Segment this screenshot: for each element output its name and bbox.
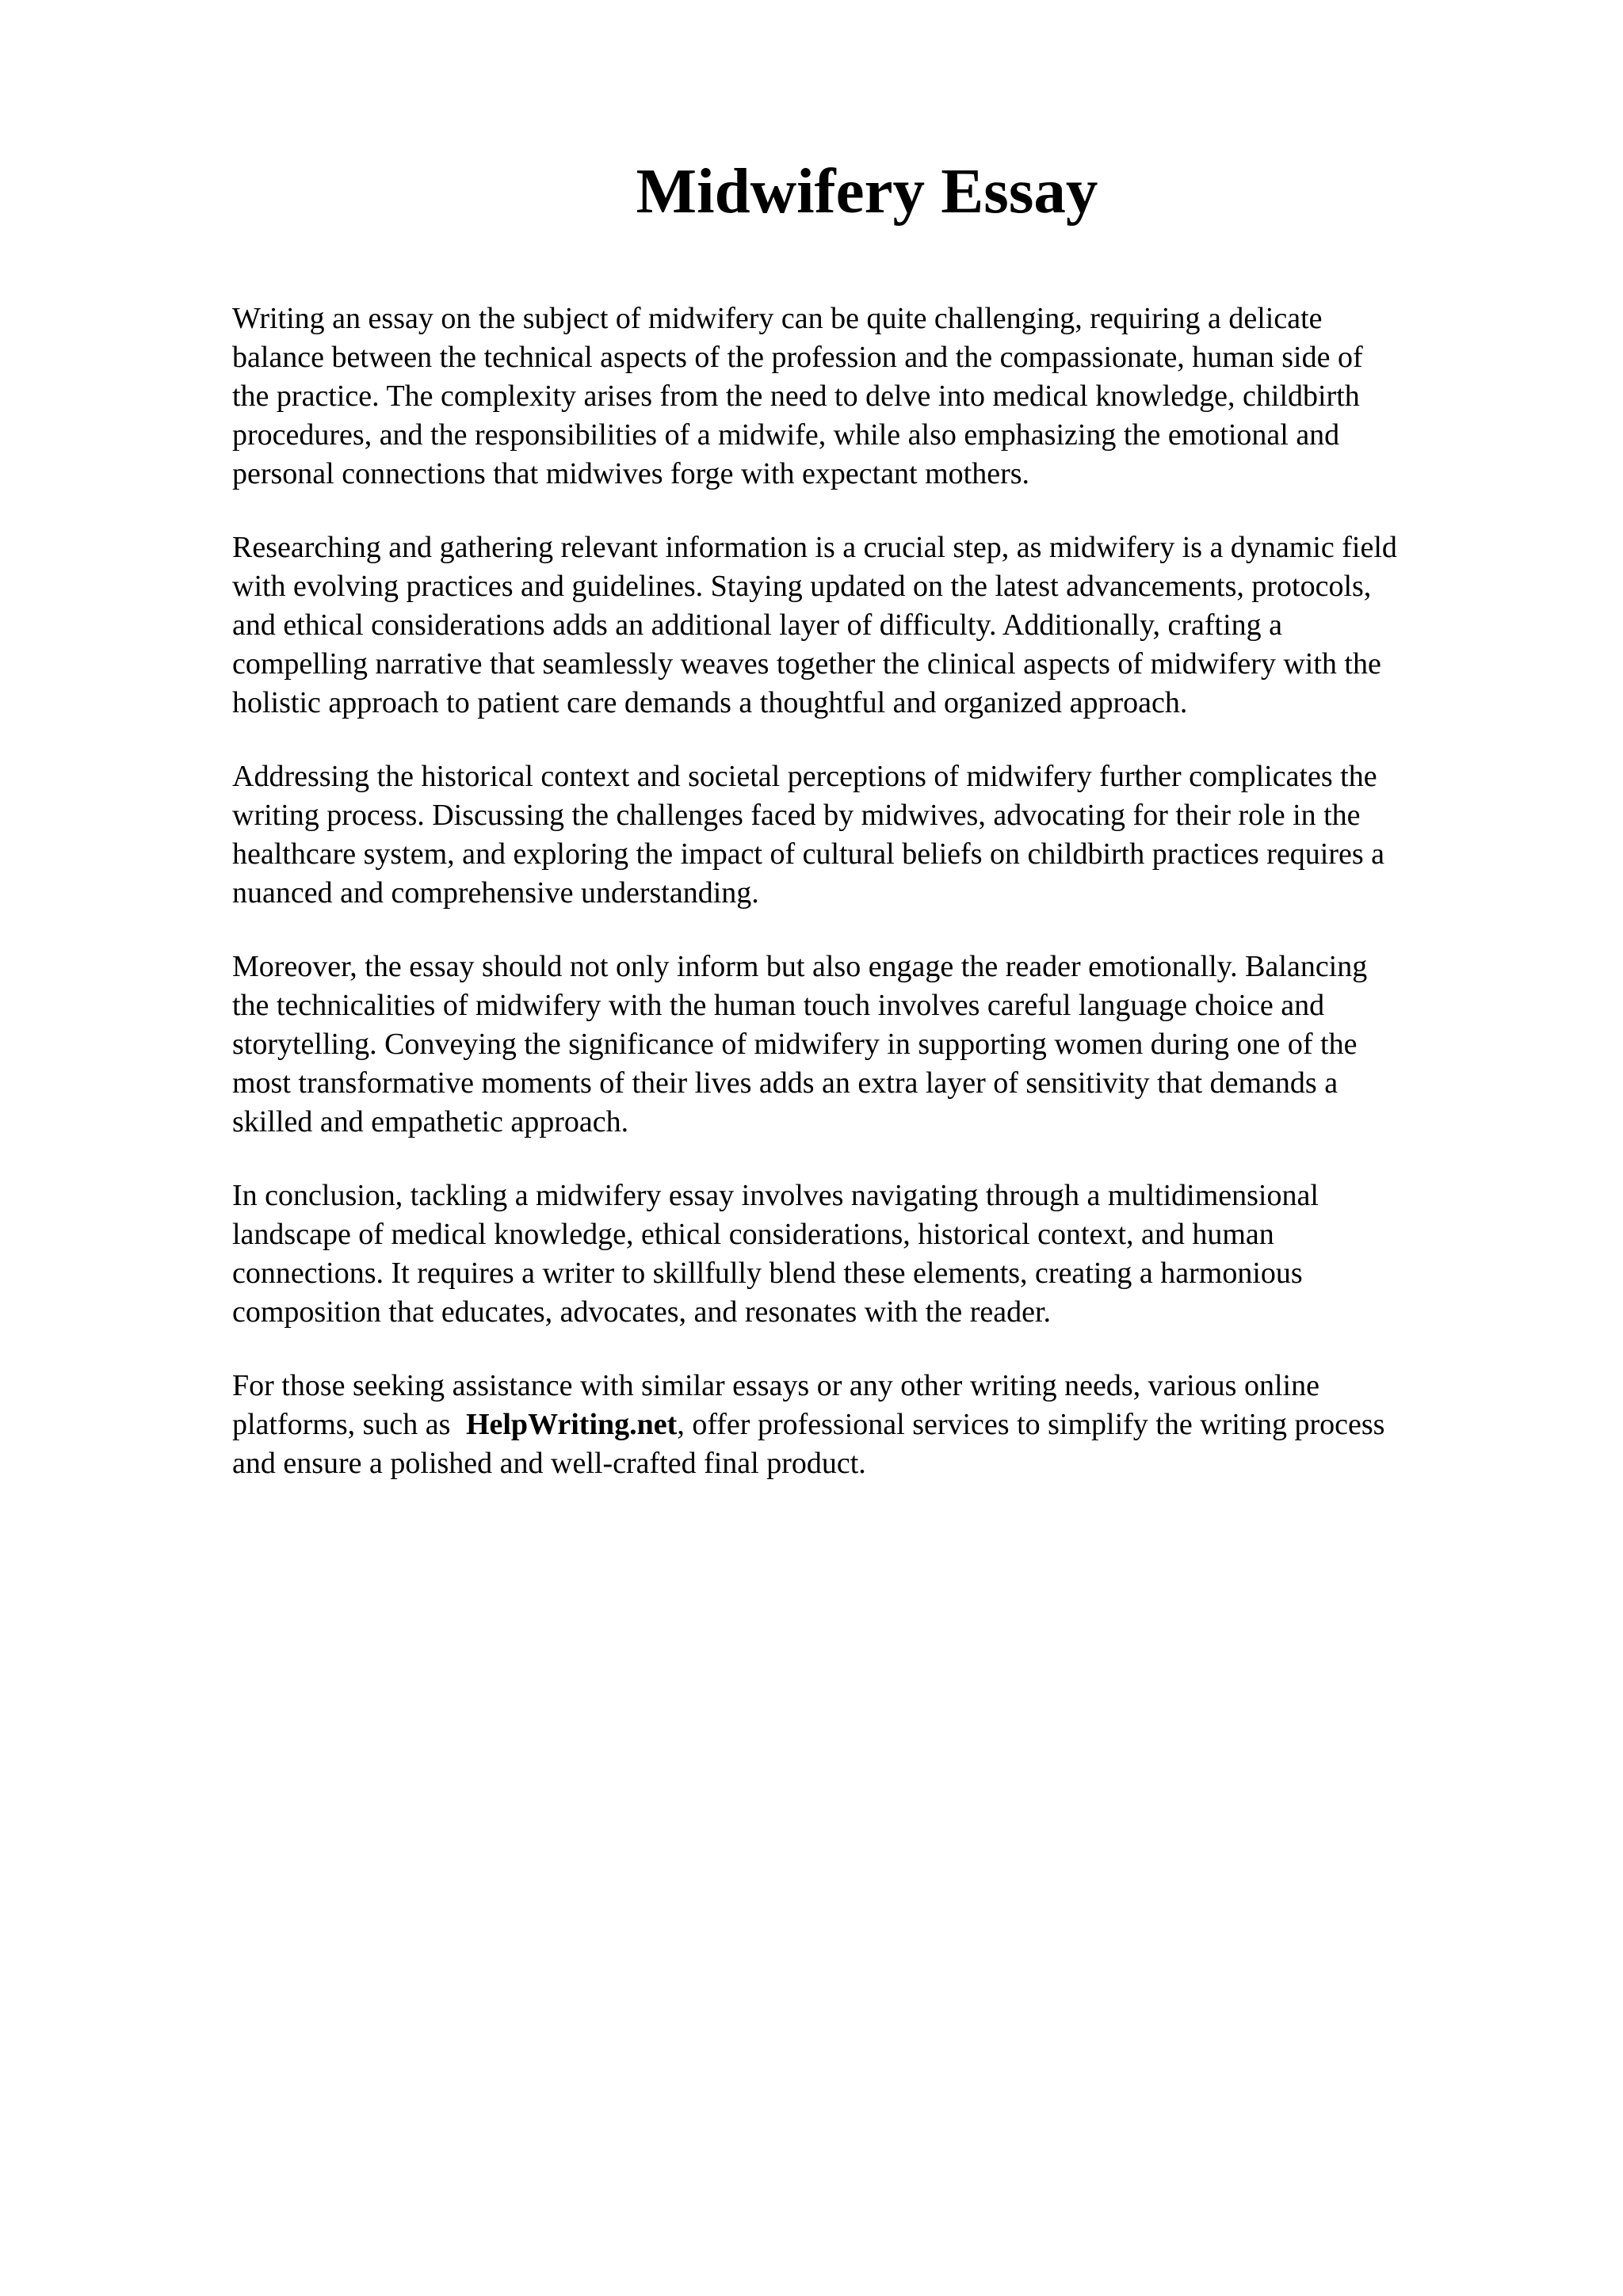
closing-text-after-brand: , offer professional services to simplify the writing process	[677, 1408, 1385, 1441]
text-line: Researching and gathering relevant information is a crucial step, as midwifery is a dynamic field	[232, 531, 1397, 564]
essay-body	[232, 299, 1532, 1518]
text-line: balance between the technical aspects of the profession and the compassionate, human side of	[232, 341, 1363, 374]
text-line: compelling narrative that seamlessly weaves together the clinical aspects of midwifery with the	[232, 647, 1381, 681]
text-line: Addressing the historical context and societal perceptions of midwifery further complicates the	[232, 760, 1377, 793]
text-line: with evolving practices and guidelines. Staying updated on the latest advancements, protocols,	[232, 570, 1372, 603]
paragraph-3	[232, 757, 1532, 913]
text-line: and ensure a polished and well-crafted final product.	[232, 1447, 866, 1480]
text-line: holistic approach to patient care demands a thoughtful and organized approach.	[232, 686, 1188, 719]
text-line: storytelling. Conveying the significance of midwifery in supporting women during one of the	[232, 1028, 1358, 1061]
paragraph-4	[232, 948, 1532, 1142]
paragraph-closing	[232, 1367, 1532, 1483]
text-line-with-brand	[232, 1405, 1532, 1444]
text-line: For those seeking assistance with similar essays or any other writing needs, various online	[232, 1369, 1319, 1402]
text-line: landscape of medical knowledge, ethical considerations, historical context, and human	[232, 1218, 1274, 1251]
text-line: connections. It requires a writer to skillfully blend these elements, creating a harmonious	[232, 1257, 1303, 1290]
text-line: Writing an essay on the subject of midwifery can be quite challenging, requiring a delicate	[232, 302, 1323, 335]
text-line: most transformative moments of their lives adds an extra layer of sensitivity that demands a	[232, 1066, 1338, 1100]
text-line: the technicalities of midwifery with the human touch involves careful language choice and	[232, 989, 1325, 1022]
helpwriting-brand-name: HelpWriting.net	[465, 1408, 678, 1441]
paragraph-1	[232, 299, 1532, 494]
text-line: the practice. The complexity arises from the need to delve into medical knowledge, childbirth	[232, 379, 1360, 413]
text-line: writing process. Discussing the challenges faced by midwives, advocating for their role in the	[232, 799, 1361, 832]
text-line: Moreover, the essay should not only inform but also engage the reader emotionally. Balancing	[232, 950, 1368, 983]
paragraph-2	[232, 528, 1532, 723]
text-line: In conclusion, tackling a midwifery essay involves navigating through a multidimensional	[232, 1179, 1319, 1212]
text-line: and ethical considerations adds an additional layer of difficulty. Additionally, crafting a	[232, 608, 1283, 642]
text-line: procedures, and the responsibilities of a midwife, while also emphasizing the emotional and	[232, 418, 1340, 452]
paragraph-5	[232, 1177, 1532, 1332]
text-line: personal connections that midwives forge with expectant mothers.	[232, 457, 1030, 490]
text-line: skilled and empathetic approach.	[232, 1105, 629, 1138]
text-line: healthcare system, and exploring the impact of cultural beliefs on childbirth practices requires a	[232, 837, 1385, 871]
text-line: nuanced and comprehensive understanding.	[232, 876, 759, 910]
text-line: composition that educates, advocates, and resonates with the reader.	[232, 1295, 1052, 1329]
page-title: Midwifery Essay	[636, 155, 1098, 227]
closing-text-before-brand: platforms, such as	[232, 1408, 451, 1441]
